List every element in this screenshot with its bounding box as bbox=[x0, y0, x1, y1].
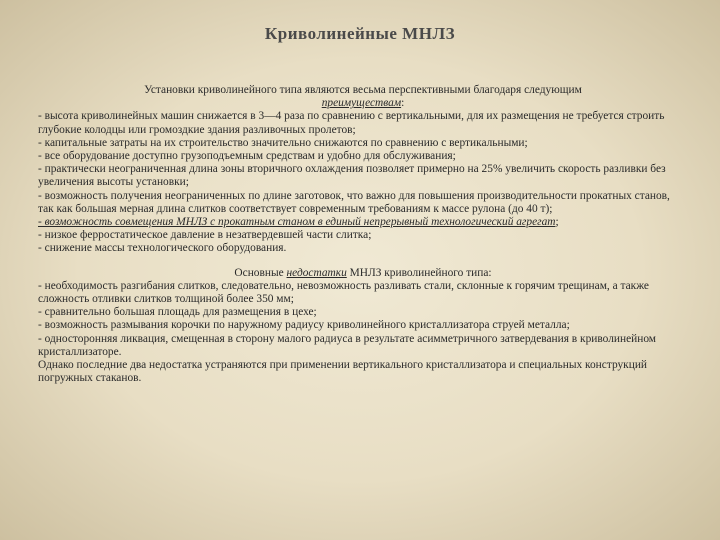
drawback-note: Однако последние два недостатка устраняются при применении вертикального кристаллизатора и специальных конструкций погружных стаканов. bbox=[38, 359, 648, 385]
drawback-item: - односторонняя ликвация, смещенная в сторону малого радиуса в результате асимметричного затвердевания в криволинейном кристаллизаторе. bbox=[38, 332, 657, 358]
advantages-intro-suffix: : bbox=[401, 97, 405, 110]
advantages-emph: преимуществам bbox=[321, 97, 402, 110]
advantage-item: - практически неограниченная длина зоны вторичного охлаждения позволяет примерно на 25% увеличить скорость разливки без увеличения высоты установки; bbox=[38, 163, 666, 189]
advantage-emph-text: - возможность совмещения МНЛЗ с прокатным станом в единый непрерывный технологический агрегат bbox=[38, 216, 556, 229]
advantage-item-emph bbox=[38, 216, 688, 229]
slide-title: Криволинейные МНЛЗ bbox=[264, 24, 456, 43]
drawbacks-intro-prefix: Основные bbox=[234, 266, 284, 279]
drawback-item: - необходимость разгибания слитков, следовательно, невозможность разливать стали, склонные к горячим трещинам, а также сложность отливки слитков толщиной более 350 мм; bbox=[38, 279, 649, 306]
drawbacks-emph: недостатки bbox=[286, 266, 347, 279]
advantage-item: - высота криволинейных машин снижается в 3—4 раза по сравнению с вертикальными, для их размещения не требуется строить глубокие колодцы или громоздкие здания разливочных пролетов; bbox=[38, 110, 665, 136]
drawback-item: - возможность размывания корочки по наружному радиусу криволинейного кристаллизатора струей металла; bbox=[38, 319, 570, 332]
advantage-item: - снижение массы технологического оборудования. bbox=[38, 242, 287, 255]
advantages-intro-line2 bbox=[38, 97, 688, 110]
slide-body bbox=[38, 84, 688, 385]
drawbacks-intro-suffix: МНЛЗ криволинейного типа: bbox=[349, 266, 492, 279]
advantages-intro bbox=[38, 84, 688, 97]
advantage-item: - капитальные затраты на их строительство значительно снижаются по сравнению с вертикальными; bbox=[38, 136, 528, 149]
advantages-intro-prefix: Установки криволинейного типа являются весьма перспективными благодаря следующим bbox=[144, 84, 582, 96]
advantage-item: - низкое ферростатическое давление в незатвердевшей части слитка; bbox=[38, 229, 372, 242]
drawbacks-intro bbox=[38, 267, 688, 280]
drawback-item: - сравнительно большая площадь для размещения в цехе; bbox=[38, 306, 317, 319]
advantage-emph-suffix: ; bbox=[555, 216, 559, 229]
advantage-item: - возможность получения неограниченных по длине заготовок, что важно для повышения производительности прокатных станов, так как большая мерная длина слитков соответствует современным требованиям к массе рулона (до 40 т); bbox=[38, 189, 670, 215]
advantage-item: - все оборудование доступно грузоподъемным средствам и удобно для обслуживания; bbox=[38, 150, 456, 163]
